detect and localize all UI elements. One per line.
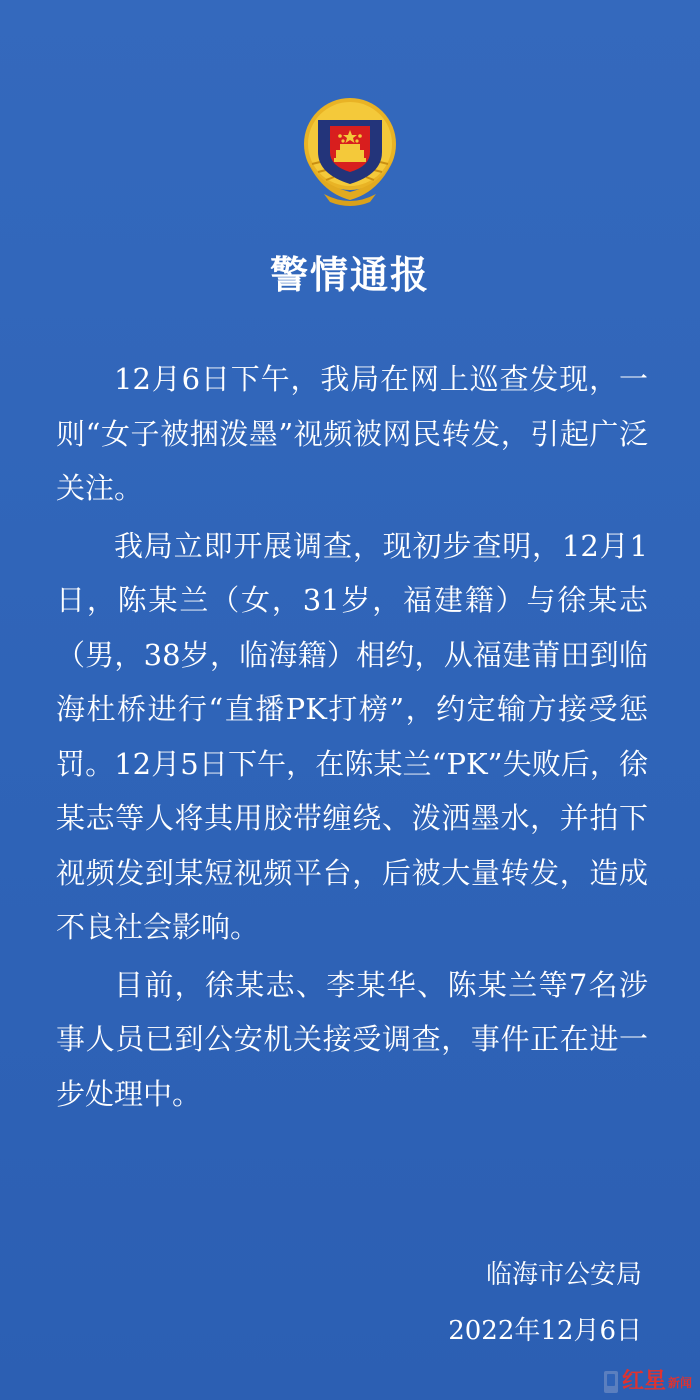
watermark-sub: 新闻 [667,1375,692,1390]
phone-icon [604,1371,618,1393]
notice-paragraph: 12月6日下午，我局在网上巡查发现，一则“女子被捆泼墨”视频被网民转发，引起广泛关注。 [56,362,648,505]
watermark-logo [604,1370,692,1394]
notice-title: 警情通报 [269,253,430,297]
signature-block [448,1247,642,1359]
issuer-name: 临海市公安局 [485,1260,642,1290]
notice-paragraph: 目前，徐某志、李某华、陈某兰等7名涉事人员已到公安机关接受调查，事件正在进一步处理中。 [56,967,648,1111]
watermark-main: 红星 [621,1369,666,1394]
police-emblem-icon [290,92,410,210]
issue-date: 2022年12月6日 [448,1316,642,1346]
notice-paragraph: 我局立即开展调查，现初步查明，12月1日，陈某兰（女，31岁，福建籍）与徐某志（男，38岁，临海籍）相约，从福建莆田到临海杜桥进行“直播PK打榜”，约定输方接受惩罚。12月5日下午，在陈某兰“PK”失败后，徐某志等人将其用胶带缠绕、泼洒墨水，并拍下视频发到某短视频平台，后被大量转发，造成不良社会影响。 [56,528,648,944]
notice-body [56,352,648,1124]
